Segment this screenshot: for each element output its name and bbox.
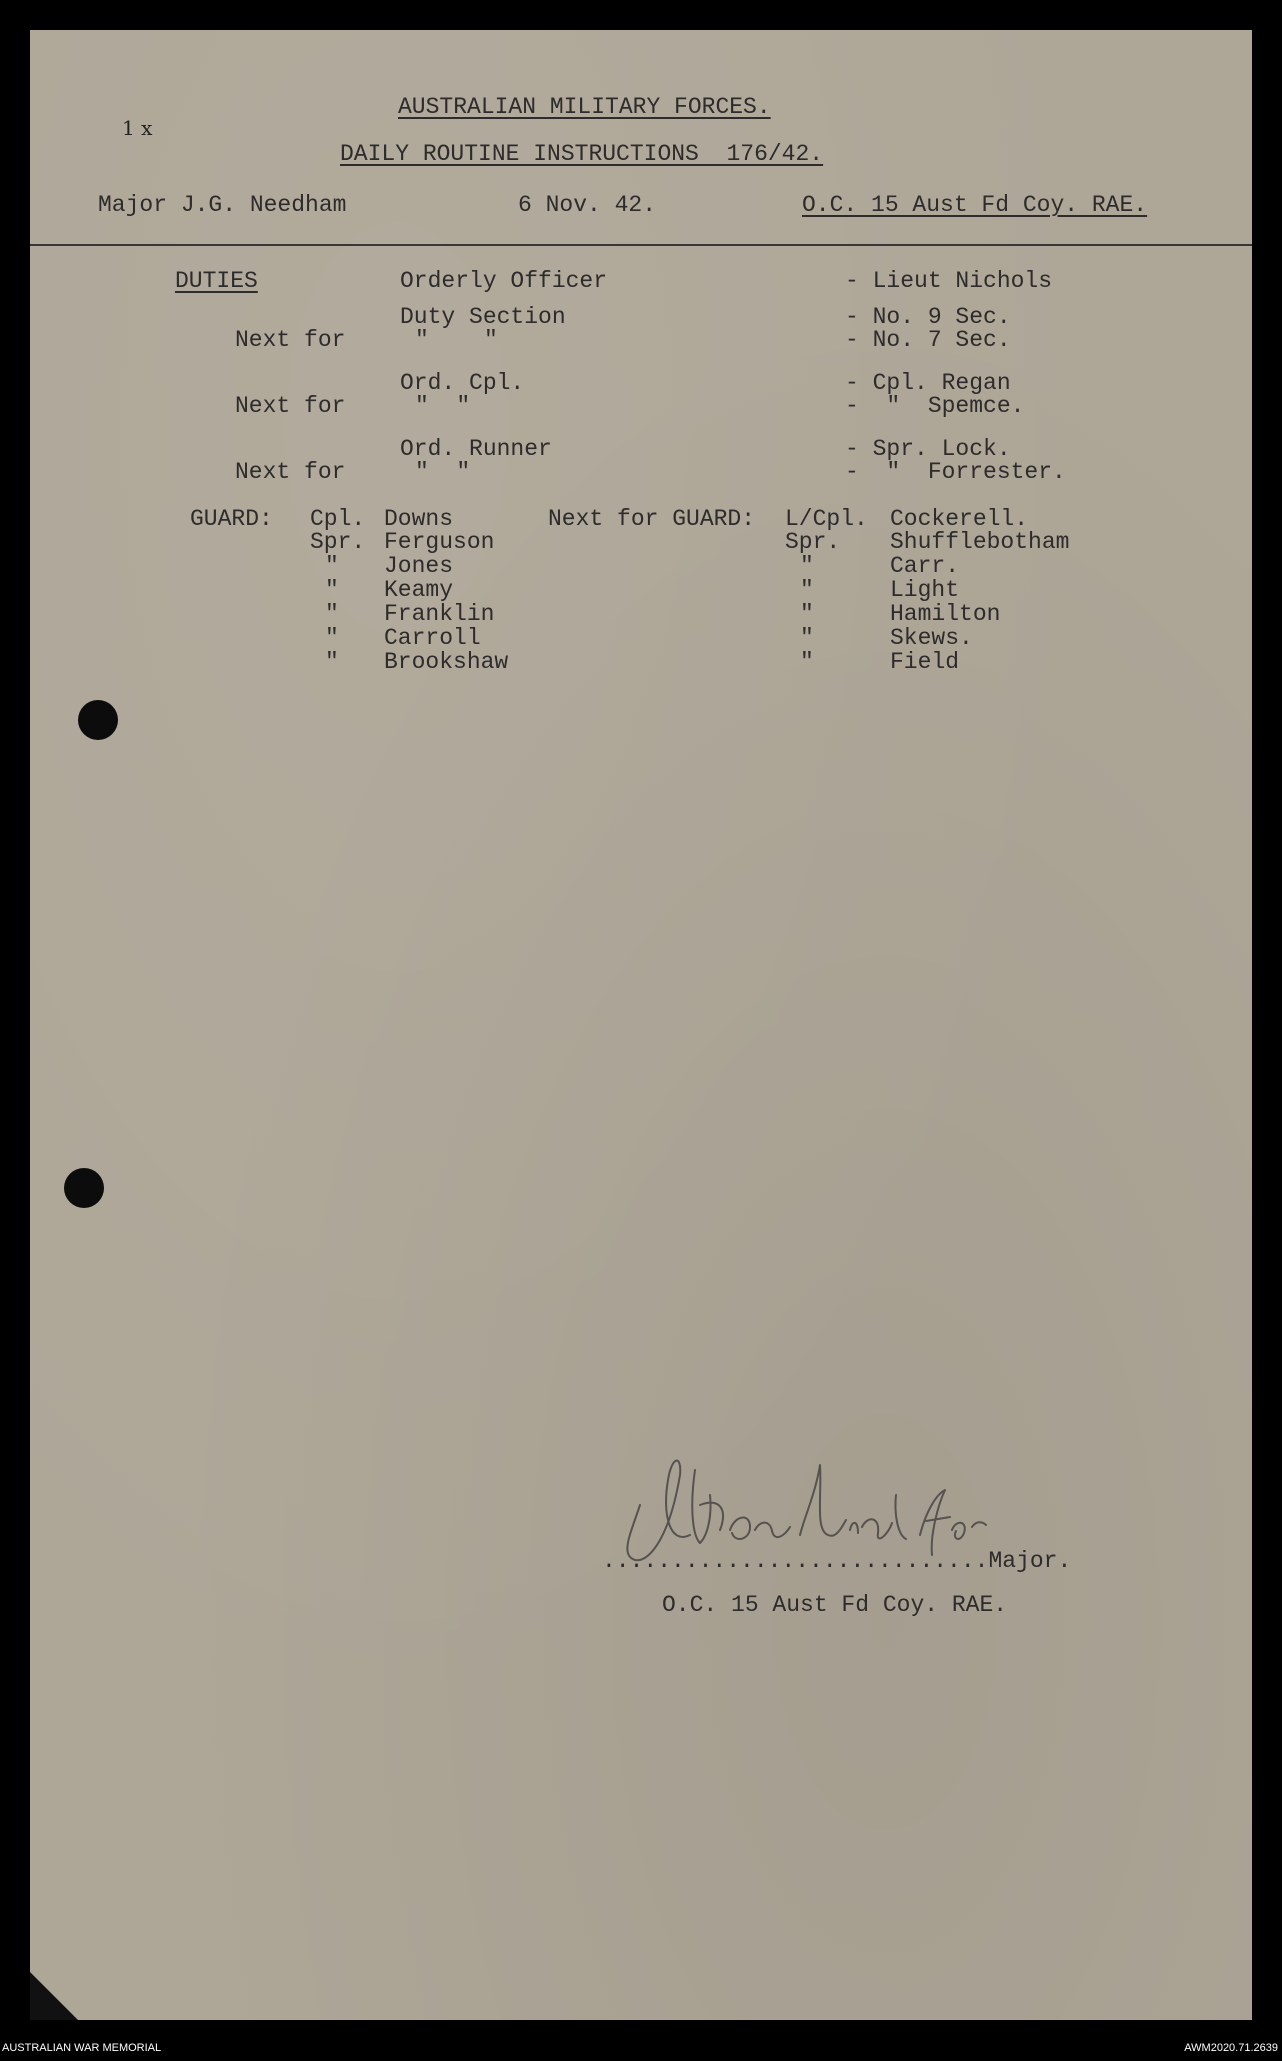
guard-name: Franklin xyxy=(384,601,495,627)
officer-name: Major J.G. Needham xyxy=(98,192,347,218)
duty-assignee: - No. 9 Sec. xyxy=(845,304,1011,330)
next-guard-rank: L/Cpl. xyxy=(785,506,868,532)
org-heading: AUSTRALIAN MILITARY FORCES. xyxy=(398,94,771,120)
duty-name: Duty Section xyxy=(400,304,566,330)
duties-heading: DUTIES xyxy=(175,268,258,294)
punch-hole xyxy=(64,1168,104,1208)
guard-name: Carroll xyxy=(384,625,481,651)
guard-name: Brookshaw xyxy=(384,649,509,675)
guard-rank: " xyxy=(325,577,339,603)
next-guard-label: Next for GUARD: xyxy=(548,506,756,532)
torn-corner xyxy=(30,1972,78,2020)
guard-name: Jones xyxy=(384,553,454,579)
next-guard-rank: " xyxy=(800,553,814,579)
duty-assignee: - Spr. Lock. xyxy=(845,436,1011,462)
guard-rank: " xyxy=(325,625,339,651)
document-title: DAILY ROUTINE INSTRUCTIONS 176/42. xyxy=(340,141,824,167)
duty-assignee: - " Forrester. xyxy=(845,459,1066,485)
next-guard-name: Cockerell. xyxy=(890,506,1029,532)
punch-hole xyxy=(78,700,118,740)
document-page xyxy=(30,30,1252,2020)
next-guard-rank: " xyxy=(800,601,814,627)
duty-name: Ord. Cpl. xyxy=(400,370,525,396)
next-guard-rank: " xyxy=(800,577,814,603)
guard-name: Keamy xyxy=(384,577,454,603)
duty-assignee: - " Spemce. xyxy=(845,393,1025,419)
guard-rank: Spr. xyxy=(310,529,366,555)
duty-name: " " xyxy=(415,393,471,419)
next-guard-name: Field xyxy=(890,649,960,675)
next-guard-name: Carr. xyxy=(890,553,960,579)
document-date: 6 Nov. 42. xyxy=(518,192,657,218)
next-guard-rank: " xyxy=(800,625,814,651)
duty-name: Orderly Officer xyxy=(400,268,608,294)
guard-name: Ferguson xyxy=(384,529,495,555)
guard-rank: " xyxy=(325,601,339,627)
next-guard-name: Skews. xyxy=(890,625,973,651)
duty-assignee: - Cpl. Regan xyxy=(845,370,1011,396)
duty-name: " " xyxy=(415,459,471,485)
pencil-mark: 1 x xyxy=(122,116,153,140)
guard-name: Downs xyxy=(384,506,454,532)
footer-right: AWM2020.71.2639 xyxy=(1184,2042,1278,2054)
next-guard-name: Hamilton xyxy=(890,601,1001,627)
duty-label: Next for xyxy=(235,459,346,485)
signature-title: O.C. 15 Aust Fd Coy. RAE. xyxy=(662,1592,1008,1618)
duty-name: Ord. Runner xyxy=(400,436,552,462)
duty-label: Next for xyxy=(235,393,346,419)
next-guard-name: Light xyxy=(890,577,960,603)
duty-assignee: - Lieut Nichols xyxy=(845,268,1053,294)
next-guard-rank: Spr. xyxy=(785,529,841,555)
next-guard-rank: " xyxy=(800,649,814,675)
signature-line: ............................Major. xyxy=(602,1548,1072,1574)
guard-label: GUARD: xyxy=(190,506,273,532)
footer-left: AUSTRALIAN WAR MEMORIAL xyxy=(2,2042,162,2054)
header-rule xyxy=(30,244,1252,246)
guard-rank: " xyxy=(325,649,339,675)
guard-rank: " xyxy=(325,553,339,579)
unit-name: O.C. 15 Aust Fd Coy. RAE. xyxy=(802,192,1148,218)
next-guard-name: Shufflebotham xyxy=(890,529,1070,555)
duty-label: Next for xyxy=(235,327,346,353)
duty-name: " " xyxy=(415,327,498,353)
guard-rank: Cpl. xyxy=(310,506,366,532)
duty-assignee: - No. 7 Sec. xyxy=(845,327,1011,353)
